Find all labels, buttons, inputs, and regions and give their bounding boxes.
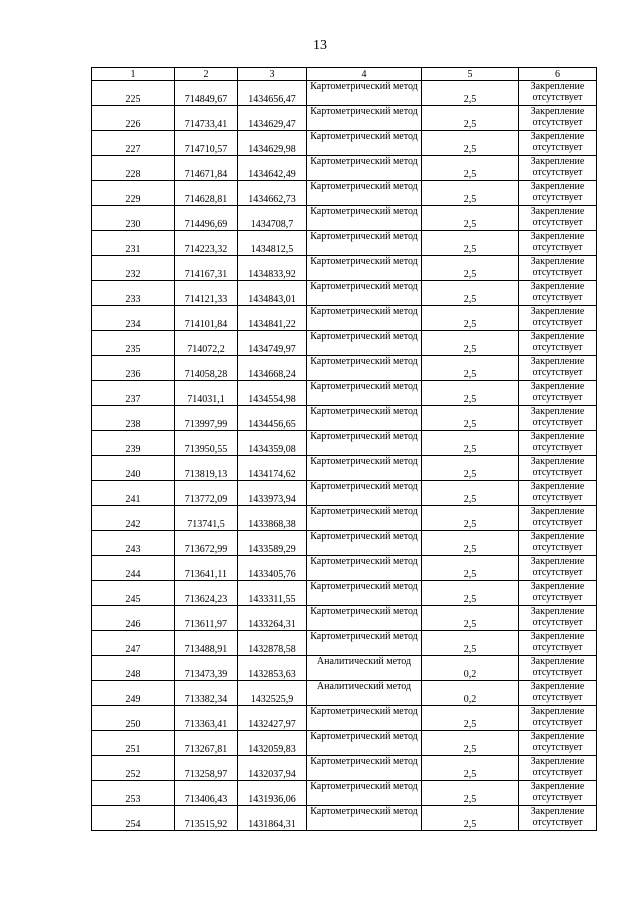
fixing-cell: Закрепление отсутствует xyxy=(519,206,597,231)
table-row xyxy=(92,806,597,831)
y-coordinate-cell: 1434833,92 xyxy=(238,256,307,281)
accuracy-cell: 2,5 xyxy=(422,756,519,781)
point-number-cell: 250 xyxy=(92,706,175,731)
method-cell: Картометрический метод xyxy=(307,231,422,256)
x-coordinate-cell: 714223,32 xyxy=(175,231,238,256)
fixing-cell: Закрепление отсутствует xyxy=(519,531,597,556)
method-cell: Картометрический метод xyxy=(307,481,422,506)
x-coordinate-cell: 714072,2 xyxy=(175,331,238,356)
method-cell: Картометрический метод xyxy=(307,506,422,531)
fixing-cell: Закрепление отсутствует xyxy=(519,581,597,606)
x-coordinate-cell: 714031,1 xyxy=(175,381,238,406)
y-coordinate-cell: 1434359,08 xyxy=(238,431,307,456)
accuracy-cell: 2,5 xyxy=(422,206,519,231)
fixing-cell: Закрепление отсутствует xyxy=(519,406,597,431)
accuracy-cell: 2,5 xyxy=(422,581,519,606)
accuracy-cell: 2,5 xyxy=(422,431,519,456)
column-header: 6 xyxy=(519,68,597,81)
table-row xyxy=(92,231,597,256)
fixing-cell: Закрепление отсутствует xyxy=(519,556,597,581)
point-number-cell: 229 xyxy=(92,181,175,206)
method-cell: Аналитический метод xyxy=(307,656,422,681)
table-row xyxy=(92,381,597,406)
coordinates-table xyxy=(91,67,597,831)
table-row xyxy=(92,431,597,456)
accuracy-cell: 2,5 xyxy=(422,781,519,806)
point-number-cell: 231 xyxy=(92,231,175,256)
table-row xyxy=(92,681,597,706)
method-cell: Картометрический метод xyxy=(307,256,422,281)
method-cell: Картометрический метод xyxy=(307,606,422,631)
table-row xyxy=(92,531,597,556)
fixing-cell: Закрепление отсутствует xyxy=(519,506,597,531)
method-cell: Картометрический метод xyxy=(307,181,422,206)
point-number-cell: 235 xyxy=(92,331,175,356)
method-cell: Картометрический метод xyxy=(307,206,422,231)
fixing-cell: Закрепление отсутствует xyxy=(519,331,597,356)
y-coordinate-cell: 1433589,29 xyxy=(238,531,307,556)
x-coordinate-cell: 714849,67 xyxy=(175,81,238,106)
accuracy-cell: 2,5 xyxy=(422,131,519,156)
column-header: 2 xyxy=(175,68,238,81)
method-cell: Картометрический метод xyxy=(307,781,422,806)
x-coordinate-cell: 714671,84 xyxy=(175,156,238,181)
table-row xyxy=(92,281,597,306)
point-number-cell: 236 xyxy=(92,356,175,381)
fixing-cell: Закрепление отсутствует xyxy=(519,481,597,506)
x-coordinate-cell: 714101,84 xyxy=(175,306,238,331)
x-coordinate-cell: 713819,13 xyxy=(175,456,238,481)
column-header: 4 xyxy=(307,68,422,81)
table-row xyxy=(92,181,597,206)
point-number-cell: 245 xyxy=(92,581,175,606)
x-coordinate-cell: 713611,97 xyxy=(175,606,238,631)
y-coordinate-cell: 1433405,76 xyxy=(238,556,307,581)
y-coordinate-cell: 1432037,94 xyxy=(238,756,307,781)
point-number-cell: 240 xyxy=(92,456,175,481)
table-row xyxy=(92,356,597,381)
method-cell: Картометрический метод xyxy=(307,456,422,481)
table-row xyxy=(92,556,597,581)
table-row xyxy=(92,81,597,106)
y-coordinate-cell: 1433973,94 xyxy=(238,481,307,506)
accuracy-cell: 2,5 xyxy=(422,506,519,531)
column-header: 3 xyxy=(238,68,307,81)
x-coordinate-cell: 713406,43 xyxy=(175,781,238,806)
method-cell: Картометрический метод xyxy=(307,331,422,356)
table-row xyxy=(92,106,597,131)
y-coordinate-cell: 1434843,01 xyxy=(238,281,307,306)
point-number-cell: 226 xyxy=(92,106,175,131)
x-coordinate-cell: 713382,34 xyxy=(175,681,238,706)
point-number-cell: 225 xyxy=(92,81,175,106)
method-cell: Картометрический метод xyxy=(307,806,422,831)
point-number-cell: 234 xyxy=(92,306,175,331)
fixing-cell: Закрепление отсутствует xyxy=(519,431,597,456)
y-coordinate-cell: 1432525,9 xyxy=(238,681,307,706)
method-cell: Картометрический метод xyxy=(307,731,422,756)
x-coordinate-cell: 714733,41 xyxy=(175,106,238,131)
point-number-cell: 233 xyxy=(92,281,175,306)
y-coordinate-cell: 1434662,73 xyxy=(238,181,307,206)
method-cell: Картометрический метод xyxy=(307,531,422,556)
fixing-cell: Закрепление отсутствует xyxy=(519,281,597,306)
y-coordinate-cell: 1432059,83 xyxy=(238,731,307,756)
table-row xyxy=(92,506,597,531)
fixing-cell: Закрепление отсутствует xyxy=(519,306,597,331)
y-coordinate-cell: 1434841,22 xyxy=(238,306,307,331)
point-number-cell: 242 xyxy=(92,506,175,531)
accuracy-cell: 2,5 xyxy=(422,156,519,181)
x-coordinate-cell: 713624,23 xyxy=(175,581,238,606)
accuracy-cell: 2,5 xyxy=(422,331,519,356)
accuracy-cell: 2,5 xyxy=(422,181,519,206)
fixing-cell: Закрепление отсутствует xyxy=(519,731,597,756)
x-coordinate-cell: 713473,39 xyxy=(175,656,238,681)
accuracy-cell: 2,5 xyxy=(422,381,519,406)
x-coordinate-cell: 713363,41 xyxy=(175,706,238,731)
x-coordinate-cell: 713641,11 xyxy=(175,556,238,581)
method-cell: Картометрический метод xyxy=(307,81,422,106)
method-cell: Аналитический метод xyxy=(307,681,422,706)
y-coordinate-cell: 1434642,49 xyxy=(238,156,307,181)
point-number-cell: 252 xyxy=(92,756,175,781)
point-number-cell: 244 xyxy=(92,556,175,581)
method-cell: Картометрический метод xyxy=(307,631,422,656)
accuracy-cell: 2,5 xyxy=(422,531,519,556)
column-header: 5 xyxy=(422,68,519,81)
header-row xyxy=(92,68,597,81)
accuracy-cell: 2,5 xyxy=(422,356,519,381)
x-coordinate-cell: 713488,91 xyxy=(175,631,238,656)
column-header: 1 xyxy=(92,68,175,81)
table-row xyxy=(92,731,597,756)
y-coordinate-cell: 1432853,63 xyxy=(238,656,307,681)
y-coordinate-cell: 1433311,55 xyxy=(238,581,307,606)
accuracy-cell: 2,5 xyxy=(422,81,519,106)
accuracy-cell: 2,5 xyxy=(422,256,519,281)
table-row xyxy=(92,156,597,181)
x-coordinate-cell: 714710,57 xyxy=(175,131,238,156)
method-cell: Картометрический метод xyxy=(307,556,422,581)
x-coordinate-cell: 714058,28 xyxy=(175,356,238,381)
table-body xyxy=(92,81,597,831)
x-coordinate-cell: 714121,33 xyxy=(175,281,238,306)
x-coordinate-cell: 714628,81 xyxy=(175,181,238,206)
accuracy-cell: 2,5 xyxy=(422,806,519,831)
y-coordinate-cell: 1434749,97 xyxy=(238,331,307,356)
method-cell: Картометрический метод xyxy=(307,431,422,456)
fixing-cell: Закрепление отсутствует xyxy=(519,106,597,131)
point-number-cell: 237 xyxy=(92,381,175,406)
x-coordinate-cell: 714496,69 xyxy=(175,206,238,231)
point-number-cell: 243 xyxy=(92,531,175,556)
method-cell: Картометрический метод xyxy=(307,131,422,156)
y-coordinate-cell: 1434656,47 xyxy=(238,81,307,106)
accuracy-cell: 0,2 xyxy=(422,656,519,681)
page-number: 13 xyxy=(313,38,327,53)
method-cell: Картометрический метод xyxy=(307,756,422,781)
method-cell: Картометрический метод xyxy=(307,406,422,431)
table-row xyxy=(92,756,597,781)
accuracy-cell: 0,2 xyxy=(422,681,519,706)
fixing-cell: Закрепление отсутствует xyxy=(519,631,597,656)
accuracy-cell: 2,5 xyxy=(422,231,519,256)
accuracy-cell: 2,5 xyxy=(422,106,519,131)
x-coordinate-cell: 713741,5 xyxy=(175,506,238,531)
table-row xyxy=(92,781,597,806)
method-cell: Картометрический метод xyxy=(307,156,422,181)
x-coordinate-cell: 714167,31 xyxy=(175,256,238,281)
method-cell: Картометрический метод xyxy=(307,381,422,406)
point-number-cell: 239 xyxy=(92,431,175,456)
y-coordinate-cell: 1434708,7 xyxy=(238,206,307,231)
x-coordinate-cell: 713267,81 xyxy=(175,731,238,756)
table-row xyxy=(92,306,597,331)
y-coordinate-cell: 1434554,98 xyxy=(238,381,307,406)
table-row xyxy=(92,406,597,431)
fixing-cell: Закрепление отсутствует xyxy=(519,456,597,481)
table-row xyxy=(92,331,597,356)
x-coordinate-cell: 713258,97 xyxy=(175,756,238,781)
y-coordinate-cell: 1434668,24 xyxy=(238,356,307,381)
table-row xyxy=(92,581,597,606)
x-coordinate-cell: 713515,92 xyxy=(175,806,238,831)
y-coordinate-cell: 1434812,5 xyxy=(238,231,307,256)
accuracy-cell: 2,5 xyxy=(422,706,519,731)
x-coordinate-cell: 713772,09 xyxy=(175,481,238,506)
x-coordinate-cell: 713672,99 xyxy=(175,531,238,556)
y-coordinate-cell: 1431936,06 xyxy=(238,781,307,806)
fixing-cell: Закрепление отсутствует xyxy=(519,656,597,681)
accuracy-cell: 2,5 xyxy=(422,306,519,331)
point-number-cell: 247 xyxy=(92,631,175,656)
point-number-cell: 232 xyxy=(92,256,175,281)
y-coordinate-cell: 1432427,97 xyxy=(238,706,307,731)
point-number-cell: 249 xyxy=(92,681,175,706)
fixing-cell: Закрепление отсутствует xyxy=(519,256,597,281)
accuracy-cell: 2,5 xyxy=(422,406,519,431)
table-row xyxy=(92,481,597,506)
table-header xyxy=(92,68,597,81)
table-row xyxy=(92,631,597,656)
point-number-cell: 246 xyxy=(92,606,175,631)
point-number-cell: 230 xyxy=(92,206,175,231)
method-cell: Картометрический метод xyxy=(307,106,422,131)
point-number-cell: 238 xyxy=(92,406,175,431)
method-cell: Картометрический метод xyxy=(307,706,422,731)
fixing-cell: Закрепление отсутствует xyxy=(519,131,597,156)
x-coordinate-cell: 713950,55 xyxy=(175,431,238,456)
fixing-cell: Закрепление отсутствует xyxy=(519,156,597,181)
fixing-cell: Закрепление отсутствует xyxy=(519,781,597,806)
accuracy-cell: 2,5 xyxy=(422,456,519,481)
fixing-cell: Закрепление отсутствует xyxy=(519,81,597,106)
y-coordinate-cell: 1432878,58 xyxy=(238,631,307,656)
table-row xyxy=(92,206,597,231)
y-coordinate-cell: 1431864,31 xyxy=(238,806,307,831)
accuracy-cell: 2,5 xyxy=(422,606,519,631)
table-row xyxy=(92,131,597,156)
method-cell: Картометрический метод xyxy=(307,281,422,306)
y-coordinate-cell: 1434174,62 xyxy=(238,456,307,481)
method-cell: Картометрический метод xyxy=(307,581,422,606)
method-cell: Картометрический метод xyxy=(307,306,422,331)
fixing-cell: Закрепление отсутствует xyxy=(519,381,597,406)
fixing-cell: Закрепление отсутствует xyxy=(519,706,597,731)
accuracy-cell: 2,5 xyxy=(422,731,519,756)
fixing-cell: Закрепление отсутствует xyxy=(519,231,597,256)
x-coordinate-cell: 713997,99 xyxy=(175,406,238,431)
fixing-cell: Закрепление отсутствует xyxy=(519,806,597,831)
y-coordinate-cell: 1433868,38 xyxy=(238,506,307,531)
table-row xyxy=(92,656,597,681)
fixing-cell: Закрепление отсутствует xyxy=(519,181,597,206)
point-number-cell: 241 xyxy=(92,481,175,506)
point-number-cell: 227 xyxy=(92,131,175,156)
point-number-cell: 251 xyxy=(92,731,175,756)
table-row xyxy=(92,256,597,281)
fixing-cell: Закрепление отсутствует xyxy=(519,606,597,631)
accuracy-cell: 2,5 xyxy=(422,631,519,656)
table-row xyxy=(92,706,597,731)
y-coordinate-cell: 1433264,31 xyxy=(238,606,307,631)
point-number-cell: 228 xyxy=(92,156,175,181)
fixing-cell: Закрепление отсутствует xyxy=(519,681,597,706)
point-number-cell: 254 xyxy=(92,806,175,831)
point-number-cell: 248 xyxy=(92,656,175,681)
table-row xyxy=(92,606,597,631)
method-cell: Картометрический метод xyxy=(307,356,422,381)
table-row xyxy=(92,456,597,481)
y-coordinate-cell: 1434629,98 xyxy=(238,131,307,156)
fixing-cell: Закрепление отсутствует xyxy=(519,756,597,781)
accuracy-cell: 2,5 xyxy=(422,281,519,306)
accuracy-cell: 2,5 xyxy=(422,556,519,581)
y-coordinate-cell: 1434456,65 xyxy=(238,406,307,431)
fixing-cell: Закрепление отсутствует xyxy=(519,356,597,381)
y-coordinate-cell: 1434629,47 xyxy=(238,106,307,131)
accuracy-cell: 2,5 xyxy=(422,481,519,506)
point-number-cell: 253 xyxy=(92,781,175,806)
